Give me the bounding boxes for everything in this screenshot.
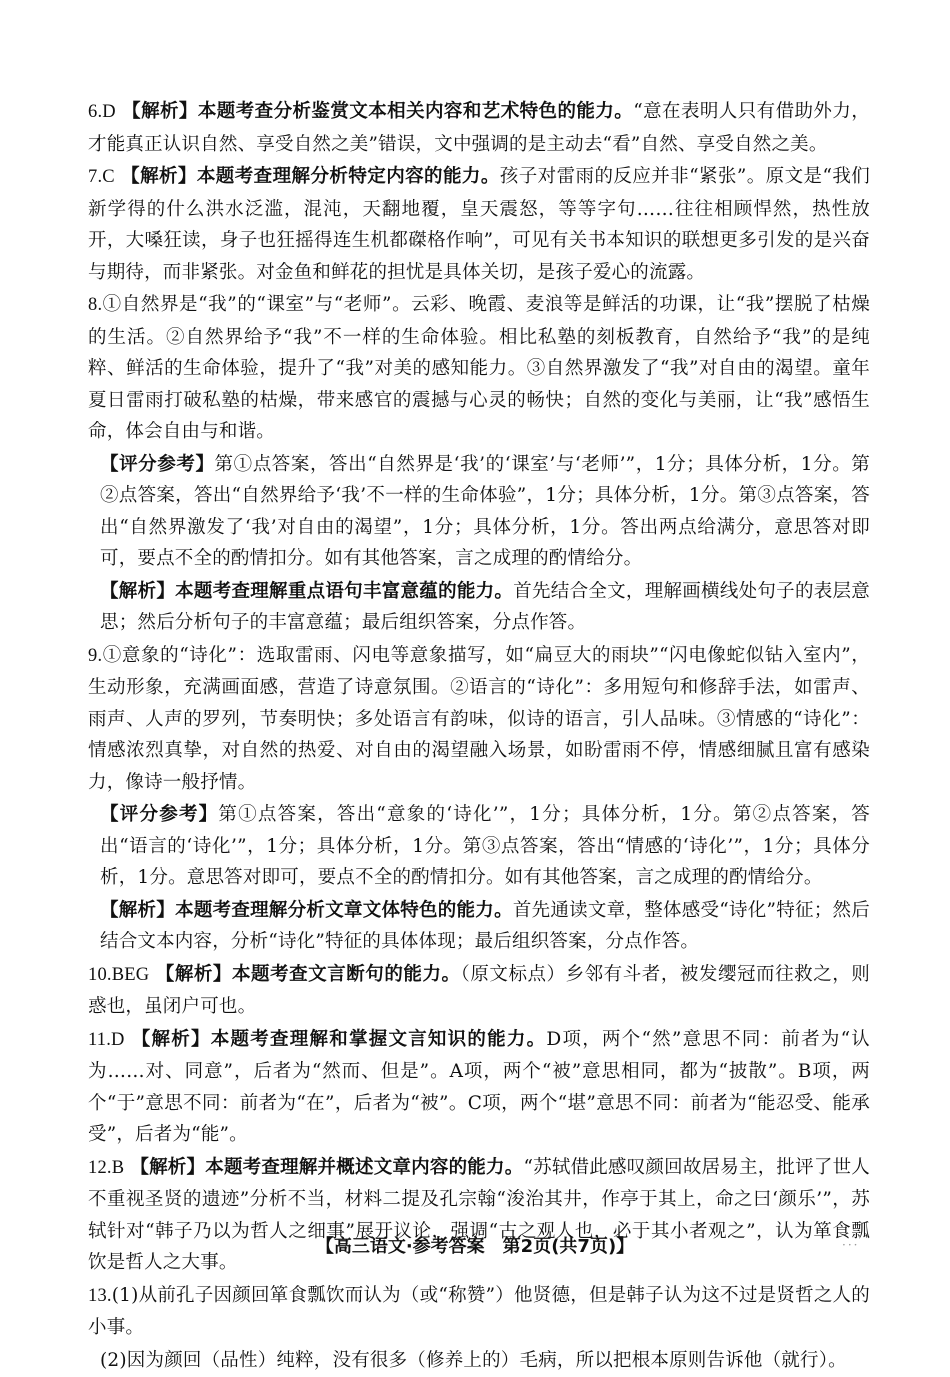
answer-item-11 [88,1024,870,1151]
answer-item-9 [88,640,870,799]
analysis-tag: 【解析】 [122,101,198,122]
scoring-text: 第①点答案，答出“意象的‘诗化’”，1分；具体分析，1分。第②点答案，答出“语言的‘诗化’”，1分；具体分析，1分。第③点答案，答出“情感的‘诗化’”，1分；具体分析，1分。意思答对即可，要点不全的酌情扣分。如有其他答案，言之成理的酌情给分。 [100,804,871,888]
analysis-focus: 本题考查分析鉴赏文本相关内容和艺术特色的能力。 [197,101,634,122]
page-footer: 【高三语文·参考答案 第2页(共7页)】 [315,1236,635,1257]
item-text: ①意象的“诗化”：选取雷雨、闪电等意象描写，如“扁豆大的雨块”“闪电像蛇似钻入室内”，生动形象，充满画面感，营造了诗意氛围。②语言的“诗化”：多用短句和修辞手法，如雷声、雨声、人声的罗列，节奏明快；多处语言有韵味，似诗的语言，引人品味。③情感的“诗化”：情感浓烈真挚，对自然的热爱、对自由的渴望融入场景，如盼雷雨不停，情感细腻且富有感染力，像诗一般抒情。 [88,644,870,793]
analysis-text: 首先通读文章，整体感受“诗化”特征；然后结合文本内容，分析“诗化”特征的具体体现；最后组织答案，分点作答。 [100,899,870,952]
item-text: （原文标点）乡邻有斗者，被发缨冠而往救之，则惑也，虽闭户可也。 [88,963,870,1017]
item-number: 6.D [88,102,116,122]
analysis-focus: 本题考查理解并概述文章内容的能力。 [205,1156,524,1178]
item-text: “苏轼借此感叹颜回故居易主，批评了世人不重视圣贤的遗迹”分析不当，材料二提及孔宗翰“浚治其井，作亭于其上，命之曰‘颜乐’”，苏轼针对“韩子乃以为哲人之细事”展开议论，强调“古之观人也，必于其小者观之”，认为箪食瓢饮是哲人之大事。 [88,1156,870,1273]
analysis-8 [88,576,870,639]
answer-item-6 [88,96,870,160]
answer-item-8 [88,289,870,448]
answer-item-13 [88,1280,870,1344]
scan-mark: ··· [842,1238,860,1252]
item-number: 8. [88,295,103,315]
answer-list [88,96,870,1377]
item-text: “意在表明人只有借助外力，才能真正认识自然、享受自然之美”错误，文中强调的是主动去“看”自然、享受自然之美。 [88,101,870,155]
analysis-tag: 【解析】 [131,1028,211,1050]
scoring-tag: 【评分参考】 [100,453,215,475]
answer-item-10 [88,959,870,1023]
analysis-focus: 本题考查理解分析文章文体特色的能力。 [175,899,513,921]
item-number: 13. [88,1285,112,1306]
scoring-text: 第①点答案，答出“自然界是‘我’的‘课室’与‘老师’”，1分；具体分析，1分。第②点答案，答出“自然界给予‘我’不一样的生命体验”，1分；具体分析，1分。第③点答案，答出“自然界激发了‘我’对自由的渴望”，1分；具体分析，1分。答出两点给满分，意思答对即可，要点不全的酌情扣分。如有其他答案，言之成理的酌情给分。 [100,453,870,569]
analysis-focus: 本题考查理解分析特定内容的能力。 [196,166,500,187]
item-number: 12.B [88,1157,125,1178]
item-number: 7.C [88,167,115,187]
analysis-9 [88,895,870,958]
item-text: ①自然界是“我”的“课室”与“老师”。云彩、晚霞、麦浪等是鲜活的功课，让“我”摆脱了枯燥的生活。②自然界给予“我”不一样的生命体验。相比私塾的刻板教育，自然给予“我”的是纯粹、鲜活的生命体验，提升了“我”对美的感知能力。③自然界激发了“我”对自由的渴望。童年夏日雷雨打破私塾的枯燥，带来感官的震撼与心灵的畅快；自然的变化与美丽，让“我”感悟生命，体会自由与和谐。 [88,294,870,442]
answer-item-12 [88,1152,870,1279]
item-text: D项，两个“然”意思不同：前者为“认为……对、同意”，后者为“然而、但是”。A项，两个“被”意思相同，都为“披散”。B项，两个“于”意思不同：前者为“在”，后者为“被”。C项，两个“堪”意思不同：前者为“能忍受、能承受”，后者为“能”。 [88,1028,870,1145]
analysis-tag: 【解析】 [121,166,197,187]
analysis-focus: 本题考查理解重点语句丰富意蕴的能力。 [175,580,514,602]
item-number: 9. [88,645,103,666]
answer-item-13-part-2 [88,1345,870,1377]
item-number: 11.D [88,1029,125,1050]
scoring-reference-8 [88,449,870,575]
translation-part-1: (1)从前孔子因颜回箪食瓢饮而认为（或“称赞”）他贤德，但是韩子认为这不过是贤哲之人的小事。 [88,1284,870,1338]
analysis-focus: 本题考查文言断句的能力。 [231,963,461,985]
scoring-tag: 【评分参考】 [100,804,219,825]
answer-item-7 [88,161,870,288]
analysis-tag: 【解析】 [100,899,176,921]
analysis-focus: 本题考查理解和掌握文言知识的能力。 [210,1028,547,1050]
analysis-text: 首先结合全文，理解画横线处句子的表层意思；然后分析句子的丰富意蕴；最后组织答案，分点作答。 [100,580,870,633]
analysis-tag: 【解析】 [155,963,232,985]
scoring-reference-9 [88,799,870,894]
item-number: 10.BEG [88,964,150,985]
item-text: 孩子对雷雨的反应并非“紧张”。原文是“我们新学得的什么洪水泛滥，混沌，天翻地覆，皇天震怒，等等字句……往往相顾悍然，热性放开，大嗓狂读，身子也狂摇得连生机都磔格作响”，可见有关书本知识的联想更多引发的是兴奋与期待，而非紧张。对金鱼和鲜花的担忧是具体关切，是孩子爱心的流露。 [88,166,870,283]
analysis-tag: 【解析】 [100,580,176,602]
analysis-tag: 【解析】 [130,1156,206,1178]
translation-part-2: (2)因为颜回（品性）纯粹，没有很多（修养上的）毛病，所以把根本原则告诉他（就行）。 [100,1349,847,1371]
